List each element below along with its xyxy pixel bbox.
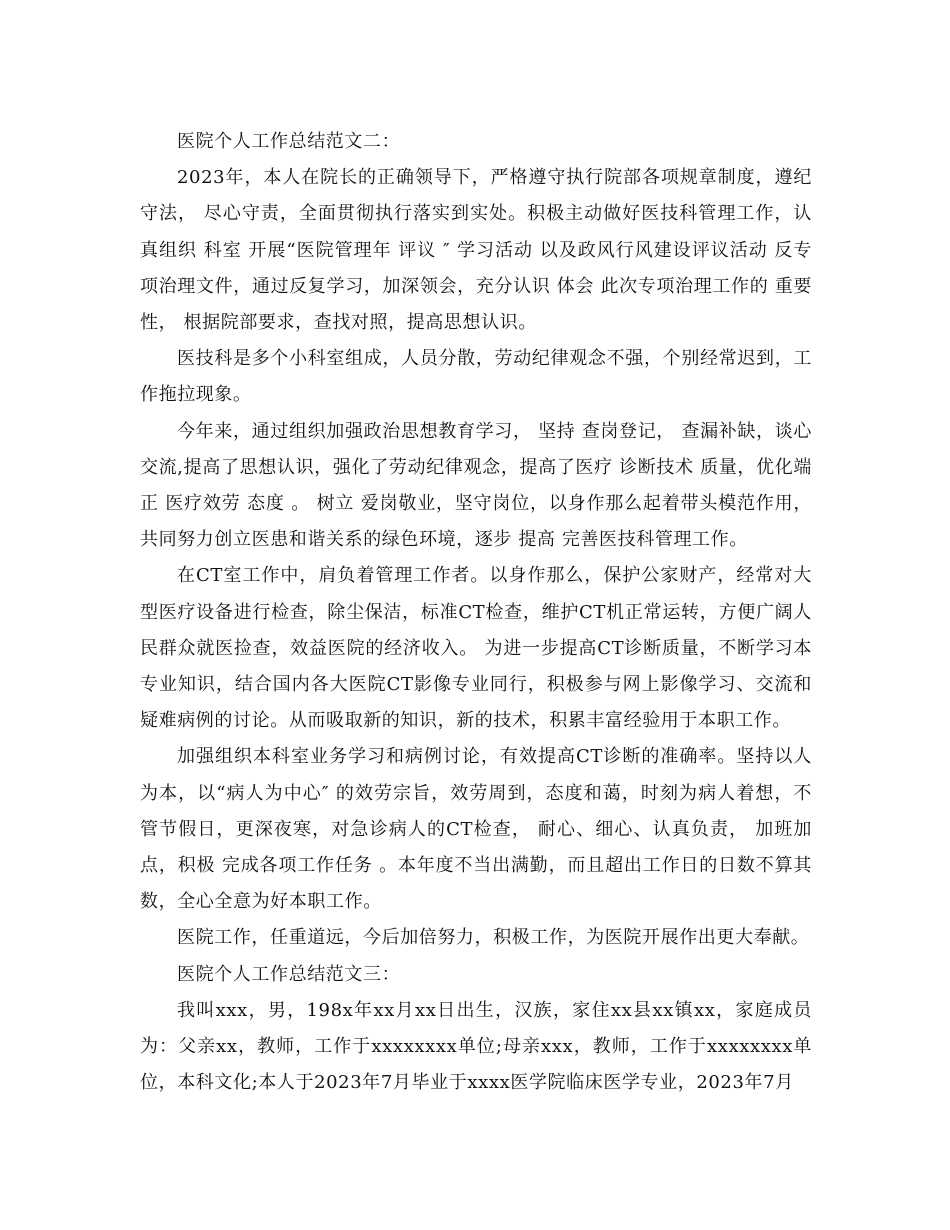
paragraph-leadership: 2023年，本人在院长的正确领导下，严格遵守执行院部各项规章制度，遵纪守法， 尽心守责，全面贯彻执行落实到实处。积极主动做好医技科管理工作，认真组织 科室 开展“医院管理年 评议 ″ 学习活动 以及政风行风建设评议活动 反专项治理文件，通过反复学习，加深领会，充分认识 体会 此次专项治理工作的 重要性， 根据院部要求，查找对照，提高思想认识。 xyxy=(140,167,812,334)
paragraph-study-cases: 加强组织本科室业务学习和病例讨论，有效提高CT诊断的准确率。坚持以人为本，以“病人为中心″ 的效劳宗旨，效劳周到，态度和蔼，时刻为病人着想，不管节假日，更深夜寒，对急诊病人的CT检查， 耐心、细心、认真负责， 加班加点，积极 完成各项工作任务 。本年度不当出满勤，而且超出工作日的日数不算其数，全心全意为好本职工作。 xyxy=(140,746,812,913)
paragraph-closing: 医院工作，任重道远，今后加倍努力，积极工作，为医院开展作出更大奉献。 xyxy=(177,927,810,949)
paragraph-ct-room: 在CT室工作中，肩负着管理工作者。以身作那么，保护公家财产，经常对大型医疗设备进行检查，除尘保洁，标准CT检查，维护CT机正常运转，方便广阔人民群众就医捡查，效益医院的经济收入。 为进一步提高CT诊断质量，不断学习本专业知识，结合国内各大医院CT影像专业同行，积极参与网上影像学习、交流和疑难病例的讨论。从而吸取新的知识，新的技术，积累丰富经验用于本职工作。 xyxy=(140,565,812,732)
paragraph-self-intro: 我叫xxx，男，198x年xx月xx日出生，汉族，家住xx县xx镇xx，家庭成员为：父亲xx，教师，工作于xxxxxxxx单位;母亲xxx，教师，工作于xxxxxxxx单位，本科文化;本人于2023年7月毕业于xxxx医学院临床医学专业，2023年7月 xyxy=(140,999,812,1094)
section-heading-2: 医院个人工作总结范文二： xyxy=(177,131,401,152)
paragraph-discipline-issue: 医技科是多个小科室组成，人员分散，劳动纪律观念不强，个别经常迟到，工作拖拉现象。 xyxy=(140,348,812,406)
document-body xyxy=(140,124,812,1101)
paragraph-education: 今年来，通过组织加强政治思想教育学习， 坚持 查岗登记， 查漏补缺，谈心交流,提高了思想认识，强化了劳动纪律观念，提高了医疗 诊断技术 质量，优化端正 医疗效劳 态度 。 树立 爱岗敬业，坚守岗位，以身作那么起着带头模范作用，共同努力创立医患和谐关系的绿色环境，逐步 提高 完善医技科管理工作。 xyxy=(140,420,812,551)
section-heading-3: 医院个人工作总结范文三： xyxy=(177,963,401,985)
